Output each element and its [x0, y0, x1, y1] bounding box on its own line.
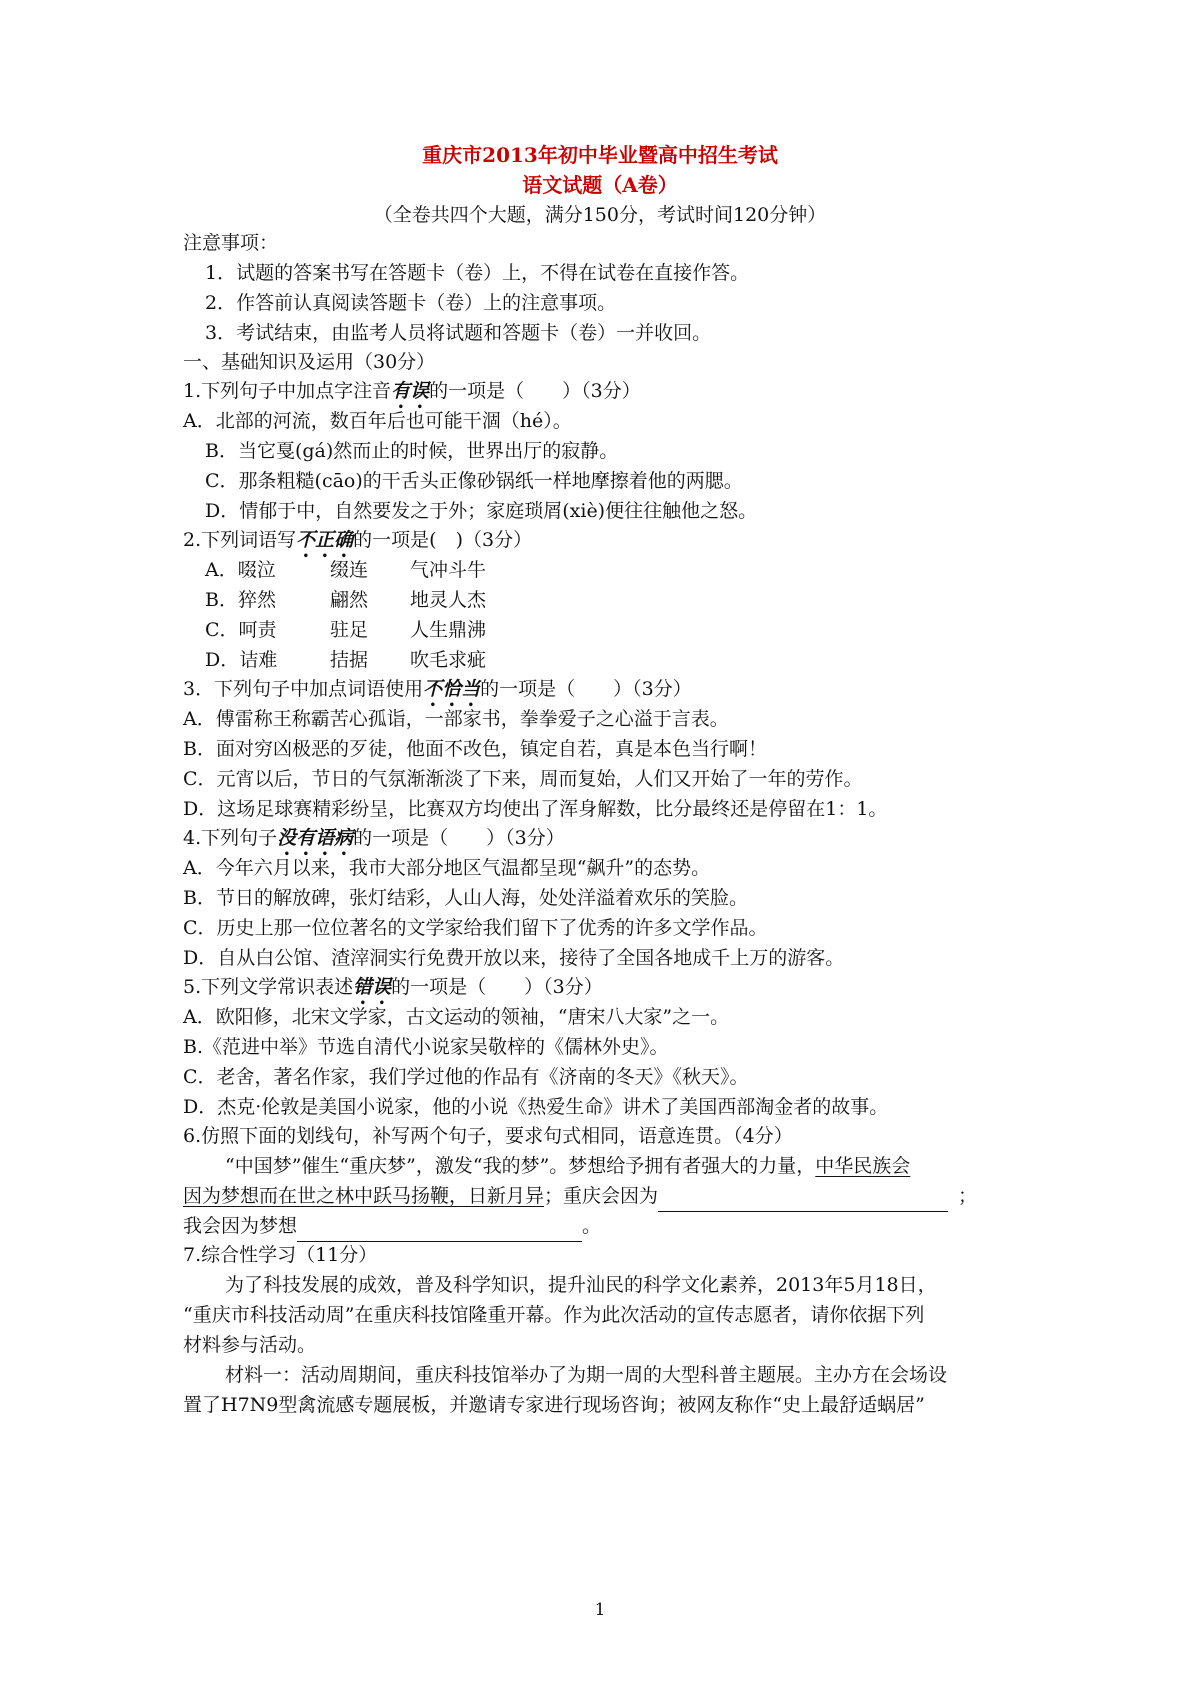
underlined-example: 中华民族会	[815, 1155, 911, 1177]
option-b: B．当它戛(gá)然而止的时候，世界出厅的寂静。	[205, 440, 619, 462]
q7-paragraph-line: 材料参与活动。	[183, 1334, 317, 1356]
notice-item: 2．作答前认真阅读答题卡（卷）上的注意事项。	[205, 292, 617, 314]
option-a: A．欧阳修，北宋文学家，古文运动的领袖，“唐宋八大家”之一。	[183, 1006, 730, 1028]
underlined-example: 因为梦想而在世之林中跃马扬鞭，日新月异	[183, 1185, 545, 1207]
notice-heading: 注意事项：	[183, 232, 279, 254]
option-b: B．面对穷凶极恶的歹徒，他面不改色，镇定自若，真是本色当行啊！	[183, 738, 767, 760]
notice-item: 1．试题的答案书写在答题卡（卷）上，不得在试卷在直接作答。	[205, 262, 750, 284]
exam-title: 重庆市2013年初中毕业暨高中招生考试	[422, 143, 778, 167]
option-d: D．自从白公馆、渣滓洞实行免费开放以来，接待了全国各地成千上万的游客。	[183, 947, 845, 969]
question-stem: 7.综合性学习（11分）	[183, 1244, 378, 1266]
option-c: C．元宵以后，节日的气氛渐渐淡了下来，周而复始，人们又开始了一年的劳作。	[183, 768, 863, 790]
emphasis-text: 有误	[391, 380, 430, 402]
option-a: A．今年六月以来，我市大部分地区气温都呈现“飙升”的态势。	[183, 857, 711, 879]
option-b: B.《范进中举》节选自清代小说家吴敬梓的《儒林外史》。	[183, 1036, 669, 1058]
notice-item: 3．考试结束，由监考人员将试题和答题卡（卷）一并收回。	[205, 322, 712, 344]
q7-paragraph-line: 为了科技发展的成效，普及科学知识，提升汕民的科学文化素养，2013年5月18日，	[225, 1274, 937, 1296]
question-stem: 4.下列句子没有语病的一项是（ ）（3分）	[183, 827, 565, 849]
option-c: C．那条粗糙(cāo)的干舌头正像砂锅纸一样地摩擦着他的两腮。	[205, 470, 743, 492]
q6-paragraph-line: 我会因为梦想 。	[183, 1210, 601, 1242]
option-c: C．老舍，著名作家，我们学过他的作品有《济南的冬天》《秋天》。	[183, 1066, 749, 1088]
q6-paragraph-line: 因为梦想而在世之林中跃马扬鞭，日新月异；重庆会因为 ；	[183, 1180, 977, 1212]
emphasis-text: 不恰当	[423, 678, 481, 700]
exam-info: （全卷共四个大题，满分150分，考试时间120分钟）	[373, 204, 827, 226]
question-stem: 5.下列文学常识表述错误的一项是（ ）（3分）	[183, 976, 603, 998]
exam-page: 重庆市2013年初中毕业暨高中招生考试 语文试题（A卷） （全卷共四个大题，满分150分，考试时间120分钟） 注意事项： 1．试题的答案书写在答题卡（卷）上，不得在试卷在直接作答。 2．作答前认真阅读答题卡（卷）上的注意事项。 3．考试结束，由监考人员将试题和答题卡（卷）一并收回。 一、基础知识及运用（30分） 1.下列句子中加点字注音有误的一项是（ ）（3分） A．北部的河流，数百年后也可能干涸（hé）。 B．当它戛(gá)然而止的时候，世界出厅的寂静。 C．那条粗糙(cāo)的干舌头正像砂锅纸一样地摩擦着他的两腮。 D．情郁于中，自然要发之于外；家庭琐屑(xiè)便往往触他之怒。 2.下列词语写不正确的一项是( )（3分） A．啜泣 缀连 气冲斗牛 B．猝然 翩然 地灵人杰 C．呵责 驻足 人生鼎沸 D．诘难 拮据 吹毛求疵 3．下列句子中加点词语使用不恰当的一项是（ ）（3分） A．傅雷称王称霸苦心孤诣，一部家书，拳拳爱子之心溢于言表。 B．面对穷凶极恶的歹徒，他面不改色，镇定自若，真是本色当行啊！ C．元宵以后，节日的气氛渐渐淡了下来，周而复始，人们又开始了一年的劳作。 D．这场足球赛精彩纷呈，比赛双方均使出了浑身解数，比分最终还是停留在1：1。 4.下列句子没有语病的一项是（ ）（3分） A．今年六月以来，我市大部分地区气温都呈现“飙升”的态势。 B．节日的解放碑，张灯结彩，人山人海，处处洋溢着欢乐的笑脸。 C．历史上那一位位著名的文学家给我们留下了优秀的许多文学作品。 D．自从白公馆、渣滓洞实行免费开放以来，接待了全国各地成千上万的游客。 5.下列文学常识表述错误的一项是（ ）（3分） A．欧阳修，北宋文学家，古文运动的领袖，“唐宋八大家”之一。 B.《范进中举》节选自清代小说家吴敬梓的《儒林外史》。 C．老舍，著名作家，我们学过他的作品有《济南的冬天》《秋天》。 D．杰克·伦敦是美国小说家，他的小说《热爱生命》讲术了美国西部淘金者的故事。 6.仿照下面的划线句，补写两个句子，要求句式相同，语意连贯。（4分） “中国梦”催生“重庆梦”，激发“我的梦”。梦想给予拥有者强大的力量，中华民族会 因为梦想而在世之林中跃马扬鞭，日新月异；重庆会因为 ； 我会因为梦想 。 7.综合性学习（11分） 为了科技发展的成效，普及科学知识，提升汕民的科学文化素养，2013年5月18日， “重庆市科技活动周”在重庆科技馆隆重开幕。作为此次活动的宣传志愿者，请你依据下列 材料参与活动。 材料一：活动周期间，重庆科技馆举办了为期一周的大型科普主题展。主办方在会场设 置了H7N9型禽流感专题展板，并邀请专家进行现场咨询；被网友称作“史上最舒适蜗居” 1	[0, 0, 1200, 1698]
option-a: A．北部的河流，数百年后也可能干涸（hé）。	[183, 410, 572, 432]
q7-paragraph-line: “重庆市科技活动周”在重庆科技馆隆重开幕。作为此次活动的宣传志愿者，请你依据下列	[183, 1304, 925, 1326]
emphasis-text: 不正确	[296, 529, 354, 551]
page-number: 1	[594, 1600, 606, 1620]
q6-paragraph-line: “中国梦”催生“重庆梦”，激发“我的梦”。梦想给予拥有者强大的力量，中华民族会	[225, 1155, 911, 1177]
emphasis-text: 错误	[353, 976, 392, 998]
question-stem: 6.仿照下面的划线句，补写两个句子，要求句式相同，语意连贯。（4分）	[183, 1125, 793, 1147]
option-a: A．傅雷称王称霸苦心孤诣，一部家书，拳拳爱子之心溢于言表。	[183, 708, 729, 730]
option-d: D．杰克·伦敦是美国小说家，他的小说《热爱生命》讲术了美国西部淘金者的故事。	[183, 1096, 889, 1118]
answer-blank[interactable]	[658, 1189, 948, 1212]
emphasis-text: 没有语病	[277, 827, 354, 849]
question-stem: 3．下列句子中加点词语使用不恰当的一项是（ ）（3分）	[183, 678, 692, 700]
q7-paragraph-line: 材料一：活动周期间，重庆科技馆举办了为期一周的大型科普主题展。主办方在会场设	[225, 1364, 948, 1386]
question-stem: 2.下列词语写不正确的一项是( )（3分）	[183, 529, 533, 551]
option-d: D．这场足球赛精彩纷呈，比赛双方均使出了浑身解数，比分最终还是停留在1：1。	[183, 798, 888, 820]
option-b: B．节日的解放碑，张灯结彩，人山人海，处处洋溢着欢乐的笑脸。	[183, 887, 748, 909]
option-d: D．情郁于中，自然要发之于外；家庭琐屑(xiè)便往往触他之怒。	[205, 500, 758, 522]
option-c: C．历史上那一位位著名的文学家给我们留下了优秀的许多文学作品。	[183, 917, 768, 939]
exam-subtitle: 语文试题（A卷）	[522, 173, 678, 197]
q7-paragraph-line: 置了H7N9型禽流感专题展板，并邀请专家进行现场咨询；被网友称作“史上最舒适蜗居”	[183, 1394, 925, 1416]
question-stem: 1.下列句子中加点字注音有误的一项是（ ）（3分）	[183, 380, 641, 402]
section-heading: 一、基础知识及运用（30分）	[183, 351, 436, 373]
